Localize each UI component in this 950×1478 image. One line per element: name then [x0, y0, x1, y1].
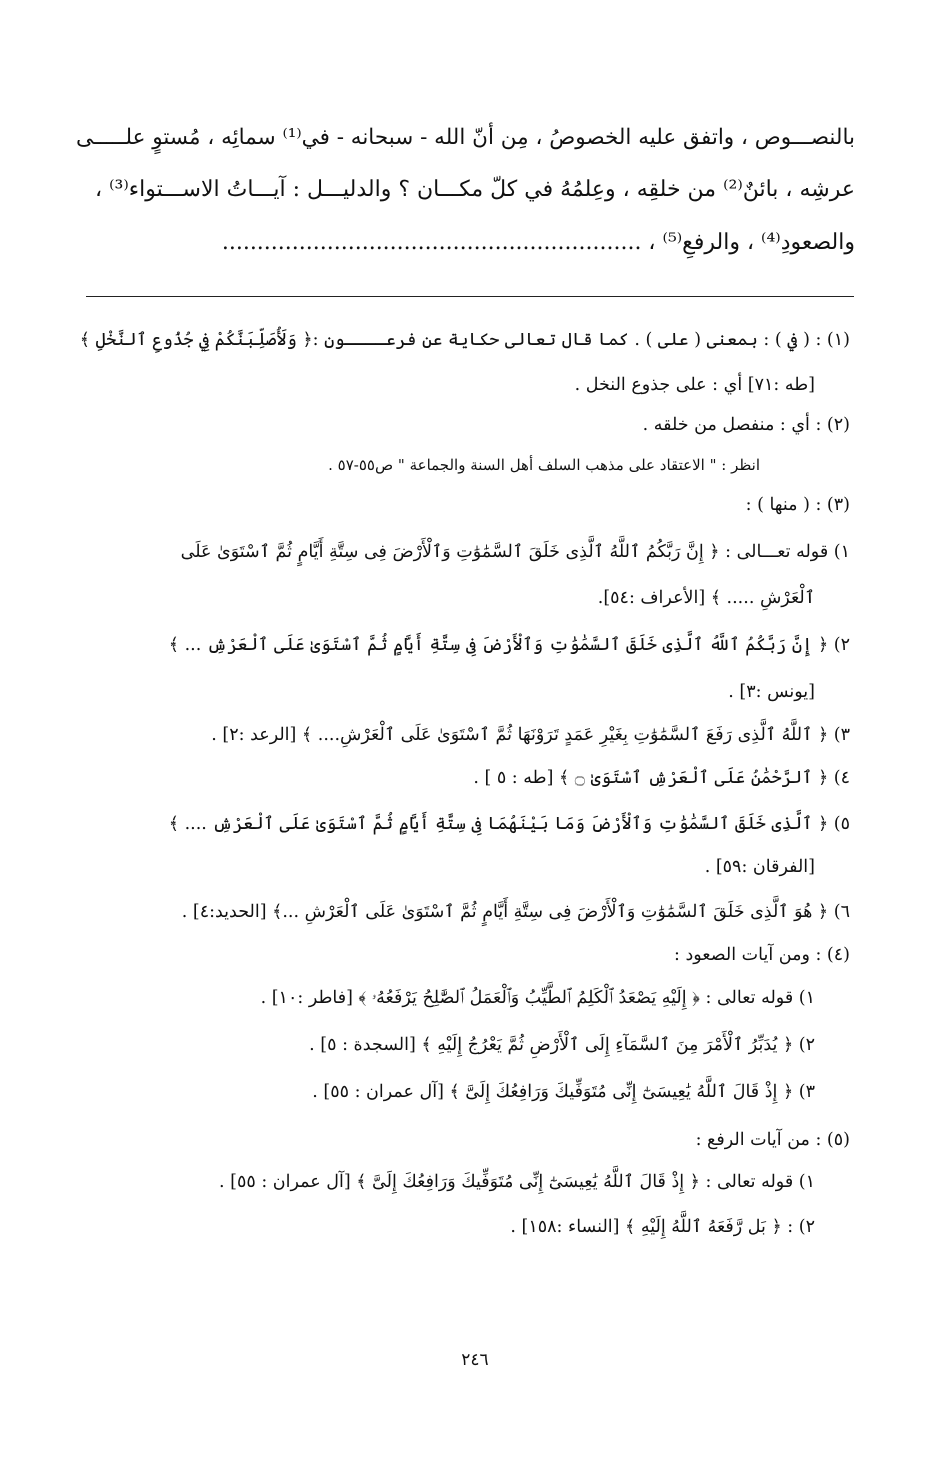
- footnote-3-item-2-line-2: [يونس :٣] .: [728, 682, 815, 702]
- main-text-line-1: بالنصـــوص ، واتفق عليه الخصوصُ ، مِن أنّ الله - سبحانه - في⁽¹⁾ سمائِه ، مُستوٍ علـــــى: [76, 125, 855, 150]
- footnote-4-item-3: ٣) ﴿ إِذْ قَالَ ٱللَّهُ يَٰعِيسَىٰٓ إِنِّى مُتَوَفِّيكَ وَرَافِعُكَ إِلَىَّ ﴾ [آل عمران : ٥٥] .: [312, 1082, 815, 1102]
- main-text-line-3: والصعودِ⁽⁴⁾ ، والرفعِ⁽⁵⁾ ، ............................................................: [221, 230, 855, 255]
- footnote-5-item-2: ٢) : ﴿ بَل رَّفَعَهُ ٱللَّهُ إِلَيْهِ ﴾ [النساء :١٥٨] .: [510, 1217, 815, 1237]
- footnote-4-item-2: ٢) ﴿ يُدَبِّرُ ٱلْأَمْرَ مِنَ ٱلسَّمَآءِ إِلَى ٱلْأَرْضِ ثُمَّ يَعْرُجُ إِلَيْهِ ﴾ [السجدة : ٥] .: [309, 1035, 815, 1055]
- footnote-3-item-3: ٣) ﴿ ٱللَّهُ ٱلَّذِى رَفَعَ ٱلسَّمَٰوَٰتِ بِغَيْرِ عَمَدٍ تَرَوْنَهَا ثُمَّ ٱسْتَوَىٰ عَلَى ٱلْعَرْشِ.... ﴾ [الرعد :٢] .: [211, 725, 850, 745]
- footnote-1-line-1: (١) : ( في ) : بمعنى ( على ) . كما قال تعالى حكاية عن فرعــــون :﴿ وَلَأُصَلِّبَنَّكُمْ فِي جُذُوعِ ٱلنَّخْلِ ﴾: [79, 330, 850, 350]
- footnote-2-line-1: (٢) : أي : منفصل من خلقه .: [642, 415, 850, 435]
- footnote-separator: [86, 296, 854, 297]
- footnote-3-item-4: ٤) ﴿ ٱلرَّحْمَٰنُ عَلَى ٱلْعَرْشِ ٱسْتَوَىٰ ۝ ﴾ [طه : ٥ ] .: [473, 768, 850, 788]
- footnote-4-header: (٤) : ومن آيات الصعود :: [674, 945, 850, 965]
- footnote-3-item-5-line-2: [الفرقان :٥٩] .: [704, 857, 815, 877]
- footnote-3-item-5-line-1: ٥) ﴿ ٱلَّذِى خَلَقَ ٱلسَّمَٰوَٰتِ وَٱلْأَرْضَ وَمَا بَيْنَهُمَا فِى سِتَّةِ أَيَّامٍ ثُمَّ ٱسْتَوَىٰ عَلَى ٱلْعَرْشِ .... ﴾: [168, 814, 850, 834]
- footnote-4-item-1: ١) قوله تعالى : ﴿ إِلَيْهِ يَصْعَدُ ٱلْكَلِمُ ٱلطَّيِّبُ وَٱلْعَمَلُ ٱلصَّٰلِحُ يَرْفَعُهُۥ ﴾ [فاطر :١٠] .: [260, 988, 815, 1008]
- footnote-1-line-2: [طه :٧١] أي : على جذوع النخل .: [574, 375, 815, 395]
- footnote-5-header: (٥) : من آيات الرفع :: [695, 1130, 850, 1150]
- footnote-3-item-1-line-1: ١) قوله تعـــالى : ﴿ إِنَّ رَبَّكُمُ ٱللَّهُ ٱلَّذِى خَلَقَ ٱلسَّمَٰوَٰتِ وَٱلْأَرْضَ فِى سِتَّةِ أَيَّامٍ ثُمَّ ٱسْتَوَىٰ عَلَى: [180, 542, 850, 562]
- footnote-5-item-1: ١) قوله تعالى : ﴿ إِذْ قَالَ ٱللَّهُ يَٰعِيسَىٰٓ إِنِّى مُتَوَفِّيكَ وَرَافِعُكَ إِلَىَّ ﴾ [آل عمران : ٥٥] .: [218, 1172, 815, 1192]
- footnote-3-item-6: ٦) ﴿ هُوَ ٱلَّذِى خَلَقَ ٱلسَّمَٰوَٰتِ وَٱلْأَرْضَ فِى سِتَّةِ أَيَّامٍ ثُمَّ ٱسْتَوَىٰ عَلَى ٱلْعَرْشِ ...﴾ [الحديد:٤] .: [181, 902, 850, 922]
- footnote-3-item-2-line-1: ٢) ﴿ إِنَّ رَبَّكُمُ ٱللَّهُ ٱلَّذِى خَلَقَ ٱلسَّمَٰوَٰتِ وَٱلْأَرْضَ فِى سِتَّةِ أَيَّامٍ ثُمَّ ٱسْتَوَىٰ عَلَى ٱلْعَرْشِ ... ﴾: [168, 635, 850, 655]
- main-text-line-2: عرشِه ، بائنٌ⁽²⁾ من خلقِه ، وعِلمُهُ في كلّ مكـــان ؟ والدليـــل : آيـــاتُ الاســـتواء⁽³⁾ ،: [95, 177, 855, 202]
- footnote-3-item-1-line-2: ٱلْعَرْشِ ..... ﴾ [الأعراف :٥٤].: [597, 588, 815, 608]
- footnote-3-header: (٣) : ( منها ) :: [745, 495, 850, 515]
- footnote-2-line-2: انظر : " الاعتقاد على مذهب السلف أهل السنة والجماعة " ص٥٥-٥٧ .: [328, 456, 760, 474]
- page-number: ٢٤٦: [461, 1350, 489, 1370]
